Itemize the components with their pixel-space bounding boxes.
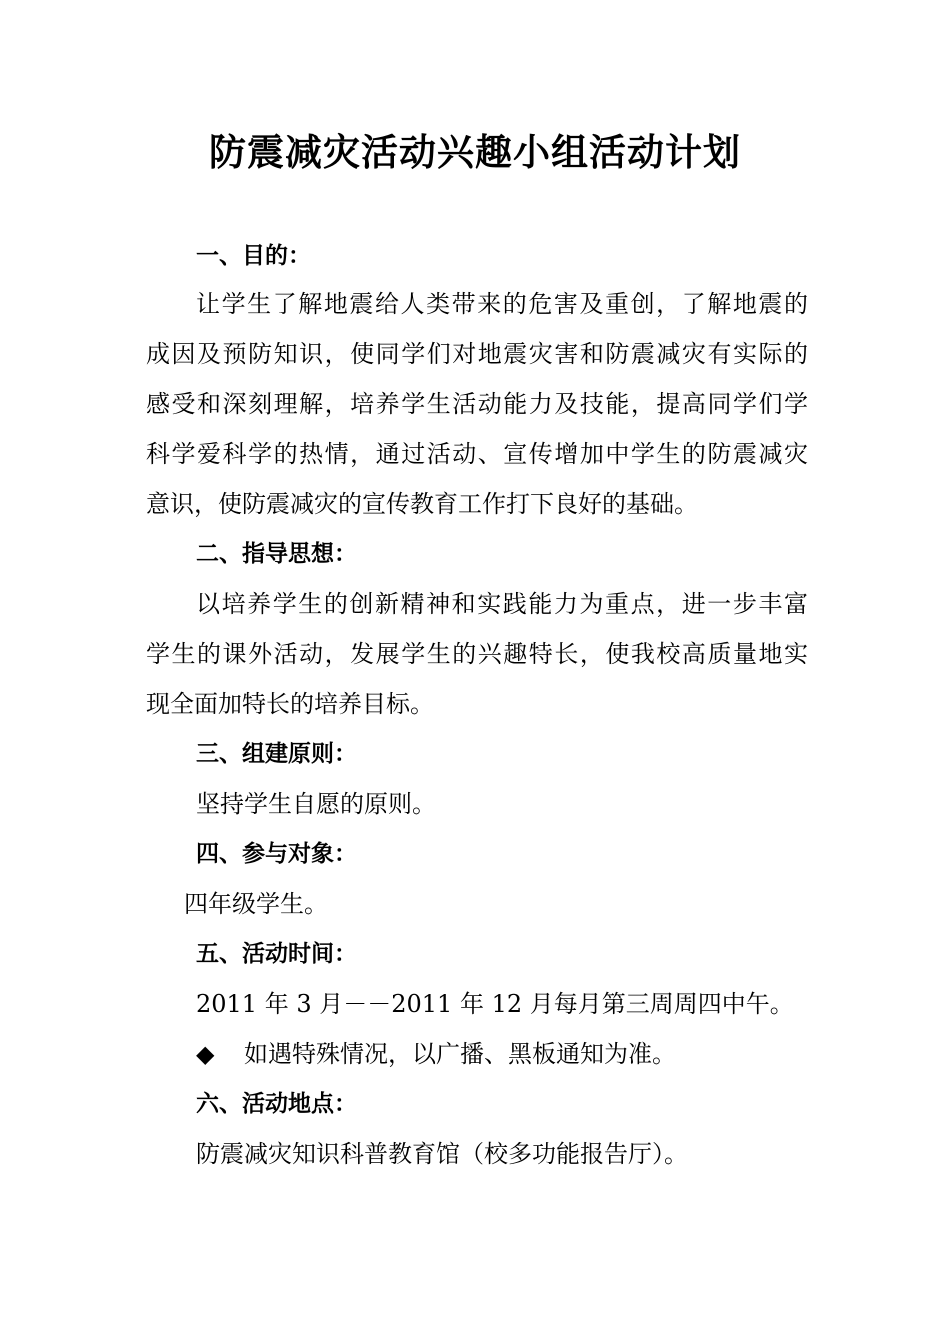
paragraph-line: 感受和深刻理解，培养学生活动能力及技能，提高同学们学 bbox=[146, 390, 808, 418]
section-heading-guiding-idea: 二、指导思想： bbox=[196, 541, 357, 567]
paragraph-line: 学生的课外活动，发展学生的兴趣特长，使我校高质量地实 bbox=[146, 640, 808, 668]
paragraph-line: 坚持学生自愿的原则。 bbox=[196, 790, 436, 818]
document-title: 防震减灾活动兴趣小组活动计划 bbox=[209, 130, 741, 174]
diamond-bullet-icon: ◆ bbox=[196, 1040, 215, 1068]
section-heading-principle: 三、组建原则： bbox=[196, 741, 357, 767]
bullet-item bbox=[196, 1036, 676, 1072]
paragraph-line: 科学爱科学的热情，通过活动、宣传增加中学生的防震减灾 bbox=[146, 440, 808, 468]
section-heading-location: 六、活动地点： bbox=[196, 1091, 357, 1117]
section-heading-participants: 四、参与对象： bbox=[196, 841, 357, 867]
paragraph-line: 成因及预防知识，使同学们对地震灾害和防震减灾有实际的 bbox=[146, 340, 808, 368]
paragraph-line: 让学生了解地震给人类带来的危害及重创，了解地震的 bbox=[196, 290, 808, 318]
bullet-text: 如遇特殊情况，以广播、黑板通知为准。 bbox=[244, 1040, 676, 1068]
paragraph-line: 2011 年 3 月－－2011 年 12 月每月第三周周四中午。 bbox=[196, 990, 794, 1018]
paragraph-line: 以培养学生的创新精神和实践能力为重点，进一步丰富 bbox=[196, 590, 808, 618]
paragraph-line: 意识，使防震减灾的宣传教育工作打下良好的基础。 bbox=[146, 490, 698, 518]
paragraph-line: 现全面加特长的培养目标。 bbox=[146, 690, 434, 718]
section-heading-purpose: 一、目的： bbox=[196, 243, 311, 269]
paragraph-line: 防震减灾知识科普教育馆（校多功能报告厅）。 bbox=[196, 1140, 688, 1168]
paragraph-line: 四年级学生。 bbox=[184, 890, 328, 918]
section-heading-time: 五、活动时间： bbox=[196, 941, 357, 967]
